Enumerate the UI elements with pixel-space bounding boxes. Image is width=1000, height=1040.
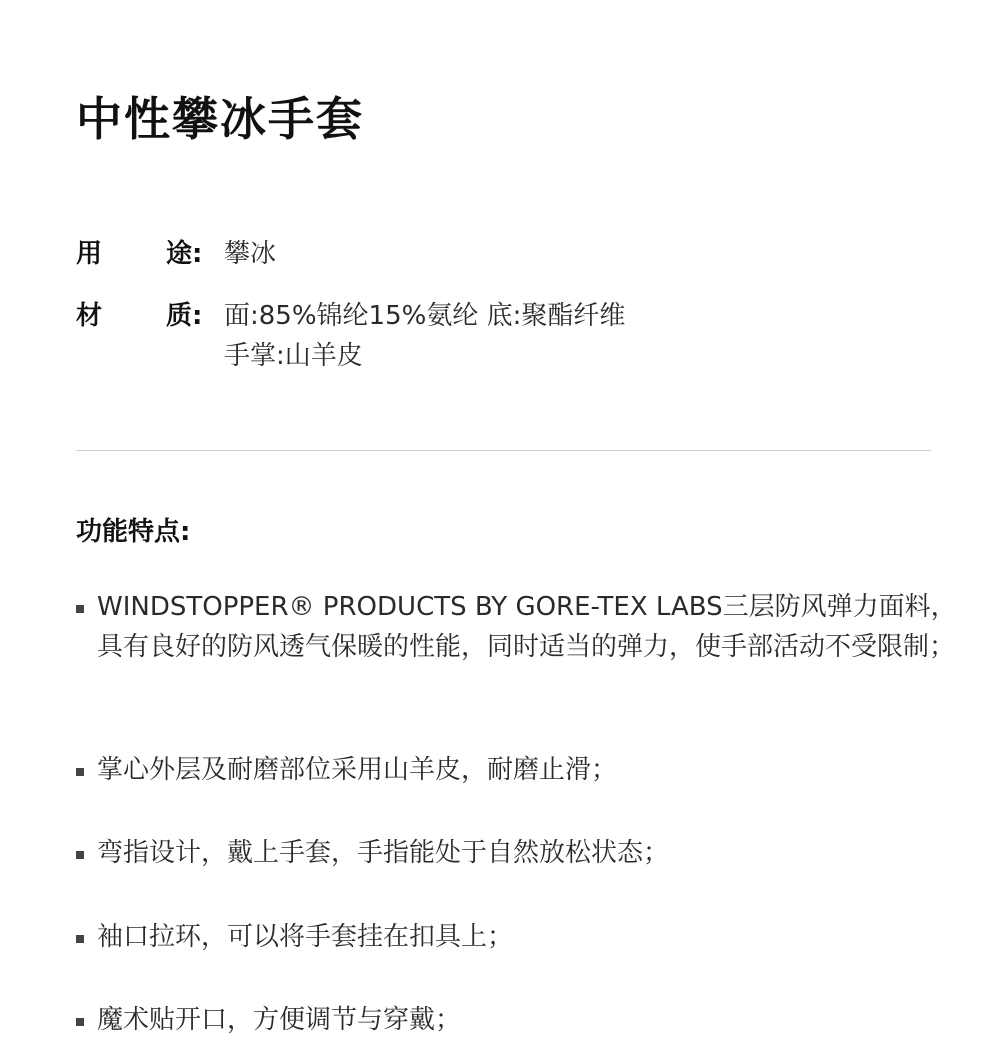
feature-item-text: WINDSTOPPER® PRODUCTS BY GORE-TEX LABS三层防风弹力面料，具有良好的防风透气保暖的性能，同时适当的弹力，使手部活动不受限制； bbox=[97, 592, 957, 662]
spec-label-usage-char2: 途: bbox=[166, 239, 203, 269]
square-bullet-icon bbox=[76, 851, 84, 859]
feature-item-text: 袖口拉环，可以将手套挂在扣具上； bbox=[97, 922, 514, 952]
spec-row-material bbox=[76, 296, 625, 376]
feature-item bbox=[76, 917, 966, 957]
square-bullet-icon bbox=[76, 1018, 84, 1026]
feature-item-text: 魔术贴开口，方便调节与穿戴； bbox=[97, 1005, 462, 1035]
spec-value-usage-text: 攀冰 bbox=[224, 239, 277, 269]
feature-item-text: 弯指设计，戴上手套，手指能处于自然放松状态； bbox=[97, 838, 670, 868]
feature-item-text: 掌心外层及耐磨部位采用山羊皮，耐磨止滑； bbox=[97, 755, 618, 785]
square-bullet-icon bbox=[76, 605, 84, 613]
spec-value-material-line1: 面:85%锦纶15%氨纶 底:聚酯纤维 bbox=[224, 301, 626, 331]
spec-label-usage-char1: 用 bbox=[76, 239, 103, 269]
square-bullet-icon bbox=[76, 935, 84, 943]
section-divider bbox=[76, 450, 931, 451]
spec-label-material-char1: 材 bbox=[76, 301, 103, 331]
spec-row-usage bbox=[76, 234, 276, 274]
feature-item bbox=[76, 750, 966, 790]
feature-item bbox=[76, 1000, 966, 1040]
spec-value-material-line2: 手掌:山羊皮 bbox=[224, 341, 363, 371]
spec-label-usage bbox=[76, 234, 224, 274]
feature-item bbox=[76, 587, 966, 667]
spec-value-usage bbox=[224, 234, 276, 274]
spec-value-material bbox=[224, 296, 625, 376]
spec-label-material-char2: 质: bbox=[166, 301, 203, 331]
spec-label-material bbox=[76, 296, 224, 376]
features-heading: 功能特点: bbox=[76, 517, 191, 547]
feature-item bbox=[76, 833, 966, 873]
product-title: 中性攀冰手套 bbox=[76, 92, 364, 146]
square-bullet-icon bbox=[76, 768, 84, 776]
